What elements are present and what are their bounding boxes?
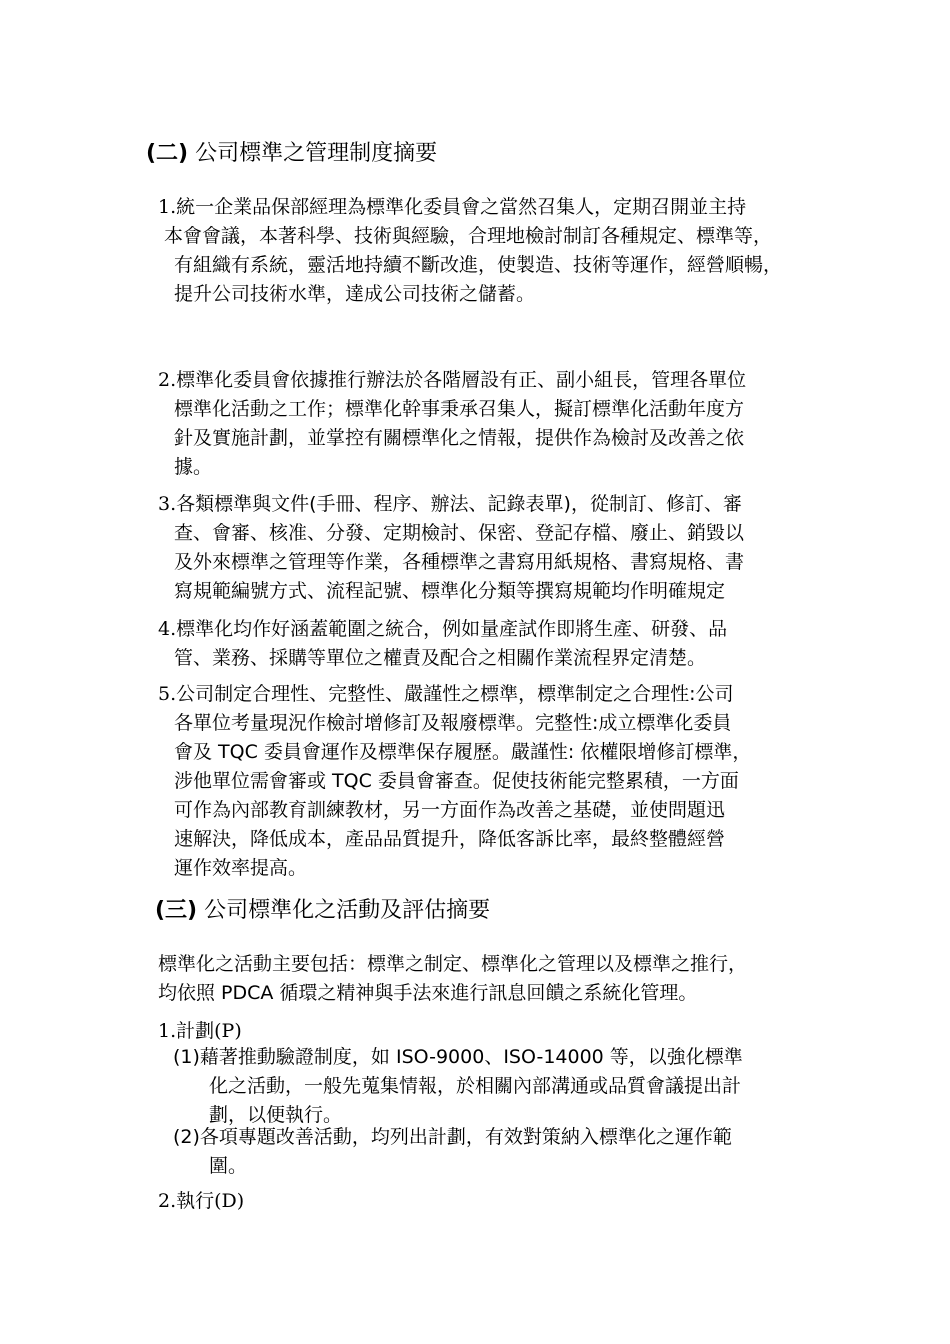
section-3-heading bbox=[155, 896, 490, 926]
item-3-number: 3. bbox=[158, 493, 177, 515]
section-2-marker: (二) bbox=[146, 141, 189, 166]
item-5-line-2: 各單位考量現況作檢討增修訂及報廢標準。完整性:成立標準化委員 bbox=[174, 712, 732, 734]
section-2-heading bbox=[146, 139, 437, 169]
plan-item-2-number: (2) bbox=[173, 1126, 200, 1148]
item-3-line-4: 寫規範編號方式、流程記號、標準化分類等撰寫規範均作明確規定 bbox=[174, 580, 726, 602]
section-2-item-1 bbox=[158, 193, 782, 309]
item-1-line-2: 本會會議，本著科學、技術與經驗，合理地檢討制訂各種規定、標準等， bbox=[164, 225, 773, 247]
plan-item-1-line-1: (1)藉著推動驗證制度，如 ISO-9000、ISO-14000 等，以強化標準 bbox=[173, 1046, 743, 1068]
item-2-line-4: 據。 bbox=[174, 456, 213, 478]
intro-line-1: 標準化之活動主要包括：標準之制定、標準化之管理以及標準之推行， bbox=[158, 953, 748, 975]
section-3-title: 公司標準化之活動及評估摘要 bbox=[204, 898, 491, 923]
section-2-item-3 bbox=[158, 490, 744, 606]
item-4-line-1: 4.標準化均作好涵蓋範圍之統合，例如量產試作即將生產、研發、品 bbox=[158, 618, 728, 640]
item-3-line-3: 及外來標準之管理等作業，各種標準之書寫用紙規格、書寫規格、書 bbox=[174, 551, 745, 573]
item-2-line-2: 標準化活動之工作；標準化幹事秉承召集人，擬訂標準化活動年度方 bbox=[174, 398, 745, 420]
item-5-line-5: 可作為內部教育訓練教材，另一方面作為改善之基礎，並使問題迅 bbox=[174, 799, 726, 821]
item-5-line-3: 會及 TQC 委員會運作及標準保存履歷。嚴謹性: 依權限增修訂標準， bbox=[174, 741, 752, 763]
item-5-line-6: 速解決，降低成本，產品品質提升，降低客訴比率，最終整體經營 bbox=[174, 828, 726, 850]
item-1-line-1: 1.統一企業品保部經理為標準化委員會之當然召集人，定期召開並主持 bbox=[158, 196, 747, 218]
plan-item-1 bbox=[173, 1043, 743, 1130]
do-heading-text: 2.執行(D) bbox=[158, 1190, 245, 1212]
item-1-number: 1. bbox=[158, 196, 177, 218]
item-3-line-1: 3.各類標準與文件(手冊、程序、辦法、記錄表單)，從制訂、修訂、審 bbox=[158, 493, 742, 515]
item-5-line-4: 涉他單位需會審或 TQC 委員會審查。促使技術能完整累積，一方面 bbox=[174, 770, 739, 792]
plan-item-2-line-2: 圍。 bbox=[209, 1155, 248, 1177]
item-1-line-3: 有組織有系統，靈活地持續不斷改進，使製造、技術等運作，經營順暢， bbox=[174, 254, 783, 276]
section-3-intro bbox=[158, 950, 747, 1008]
intro-line-2: 均依照 PDCA 循環之精神與手法來進行訊息回饋之系統化管理。 bbox=[158, 982, 698, 1004]
plan-heading-text: 1.計劃(P) bbox=[158, 1020, 242, 1042]
plan-item-1-line-3: 劃，以便執行。 bbox=[209, 1104, 343, 1126]
item-5-line-1: 5.公司制定合理性、完整性、嚴謹性之標準，標準制定之合理性:公司 bbox=[158, 683, 734, 705]
item-2-number: 2. bbox=[158, 369, 177, 391]
item-5-line-7: 運作效率提高。 bbox=[174, 857, 308, 879]
plan-item-2-line-1: (2)各項專題改善活動，均列出計劃，有效對策納入標準化之運作範 bbox=[173, 1126, 732, 1148]
section-2-item-4 bbox=[158, 615, 727, 673]
section-2-item-2 bbox=[158, 366, 746, 482]
item-1-line-4: 提升公司技術水準，達成公司技術之儲蓄。 bbox=[174, 283, 536, 305]
plan-item-2 bbox=[173, 1123, 732, 1181]
item-5-number: 5. bbox=[158, 683, 177, 705]
item-4-number: 4. bbox=[158, 618, 177, 640]
item-3-line-2: 查、會審、核准、分發、定期檢討、保密、登記存檔、廢止、銷毀以 bbox=[174, 522, 745, 544]
do-heading bbox=[158, 1187, 244, 1216]
section-2-item-5 bbox=[158, 680, 751, 883]
plan-item-1-line-2: 化之活動，一般先蒐集情報，於相關內部溝通或品質會議提出計 bbox=[209, 1075, 742, 1097]
section-3-marker: (三) bbox=[155, 898, 198, 923]
item-2-line-1: 2.標準化委員會依據推行辦法於各階層設有正、副小組長，管理各單位 bbox=[158, 369, 747, 391]
plan-heading bbox=[158, 1017, 242, 1046]
item-2-line-3: 針及實施計劃，並掌控有關標準化之情報，提供作為檢討及改善之依 bbox=[174, 427, 745, 449]
plan-item-1-number: (1) bbox=[173, 1046, 200, 1068]
section-2-title: 公司標準之管理制度摘要 bbox=[195, 141, 438, 166]
item-4-line-2: 管、業務、採購等單位之權責及配合之相關作業流程界定清楚。 bbox=[174, 647, 707, 669]
